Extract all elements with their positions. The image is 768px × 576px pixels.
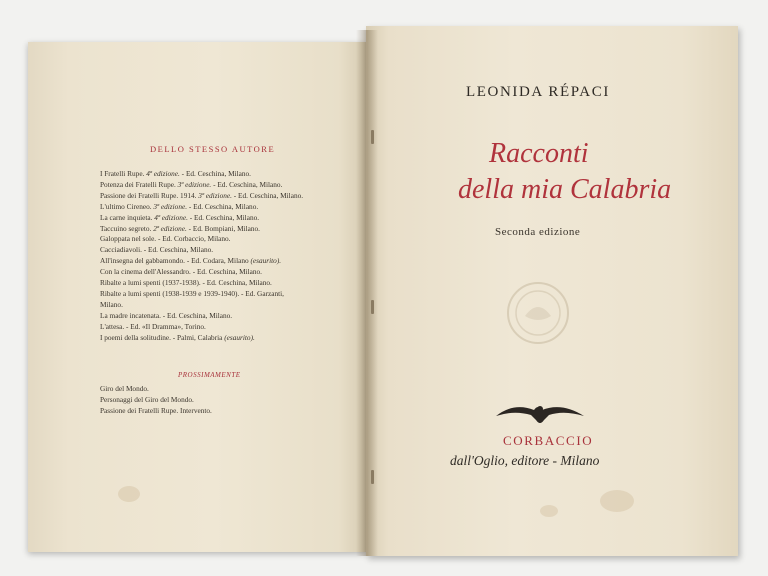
work-entry: La carne inquieta. 4ª edizione. - Ed. Ceschina, Milano. [100,212,260,222]
work-entry: L'ultimo Cireneo. 3ª edizione. - Ed. Ceschina, Milano. [100,201,259,211]
book-title-line2: della mia Calabria [458,174,672,205]
work-entry: Galoppata nel sole. - Ed. Corbaccio, Milano. [100,234,231,244]
work-entry: L'attesa. - Ed. «Il Dramma», Torino. [100,321,206,331]
embossed-seal-icon [503,278,573,348]
forthcoming-list [100,383,212,416]
forthcoming-entry: Personaggi del Giro del Mondo. [100,395,194,404]
paper-stain [118,486,140,502]
work-entry: I Fratelli Rupe. 4ª edizione. - Ed. Ceschina, Milano. [100,169,251,178]
work-entry: Ribalte a lumi spenti (1937-1938). - Ed. Ceschina, Milano. [100,278,272,288]
publisher-name: CORBACCIO [503,433,594,448]
book-spine [356,30,378,556]
work-entry: Potenza dei Fratelli Rupe. 3ª edizione. - Ed. Ceschina, Milano. [100,179,283,189]
edition-label: Seconda edizione [495,226,581,238]
left-page-heading: DELLO STESSO AUTORE [150,144,276,154]
binding-stitch [371,300,374,314]
work-entry: Ribalte a lumi spenti (1938-1939 e 1939-1940). - Ed. Garzanti, [100,288,285,298]
forthcoming-entry: Giro del Mondo. [100,384,149,393]
paper-stain [540,505,558,517]
book-title-line1: Racconti [489,138,589,169]
paper-stain [600,490,634,512]
work-entry: Passione dei Fratelli Rupe. 1914. 3ª edizione. - Ed. Ceschina, Milano. [100,190,304,200]
work-entry: La madre incatenata. - Ed. Ceschina, Milano. [100,310,233,320]
works-list [100,169,350,344]
publisher-city: dall'Oglio, editore - Milano [450,453,600,468]
work-entry: Taccuino segreto. 2ª edizione. - Ed. Bompiani, Milano. [100,223,260,233]
work-entry: Milano. [100,299,123,309]
work-entry: I poemi della solitudine. - Palmi, Calabria (esaurito). [100,332,255,342]
forthcoming-entry: Passione dei Fratelli Rupe. Intervento. [100,406,212,415]
work-entry: Cacciadiavoli. - Ed. Ceschina, Milano. [100,245,214,255]
binding-stitch [371,130,374,144]
eagle-logo-icon [494,398,586,428]
author-name: LEONIDA RÉPACI [466,84,610,100]
forthcoming-heading: PROSSIMAMENTE [178,371,241,379]
binding-stitch [371,470,374,484]
work-entry: All'insegna del gabbamondo. - Ed. Codara, Milano (esaurito). [100,256,282,266]
work-entry: Con la cinema dell'Alessandro. - Ed. Ceschina, Milano. [100,267,263,277]
